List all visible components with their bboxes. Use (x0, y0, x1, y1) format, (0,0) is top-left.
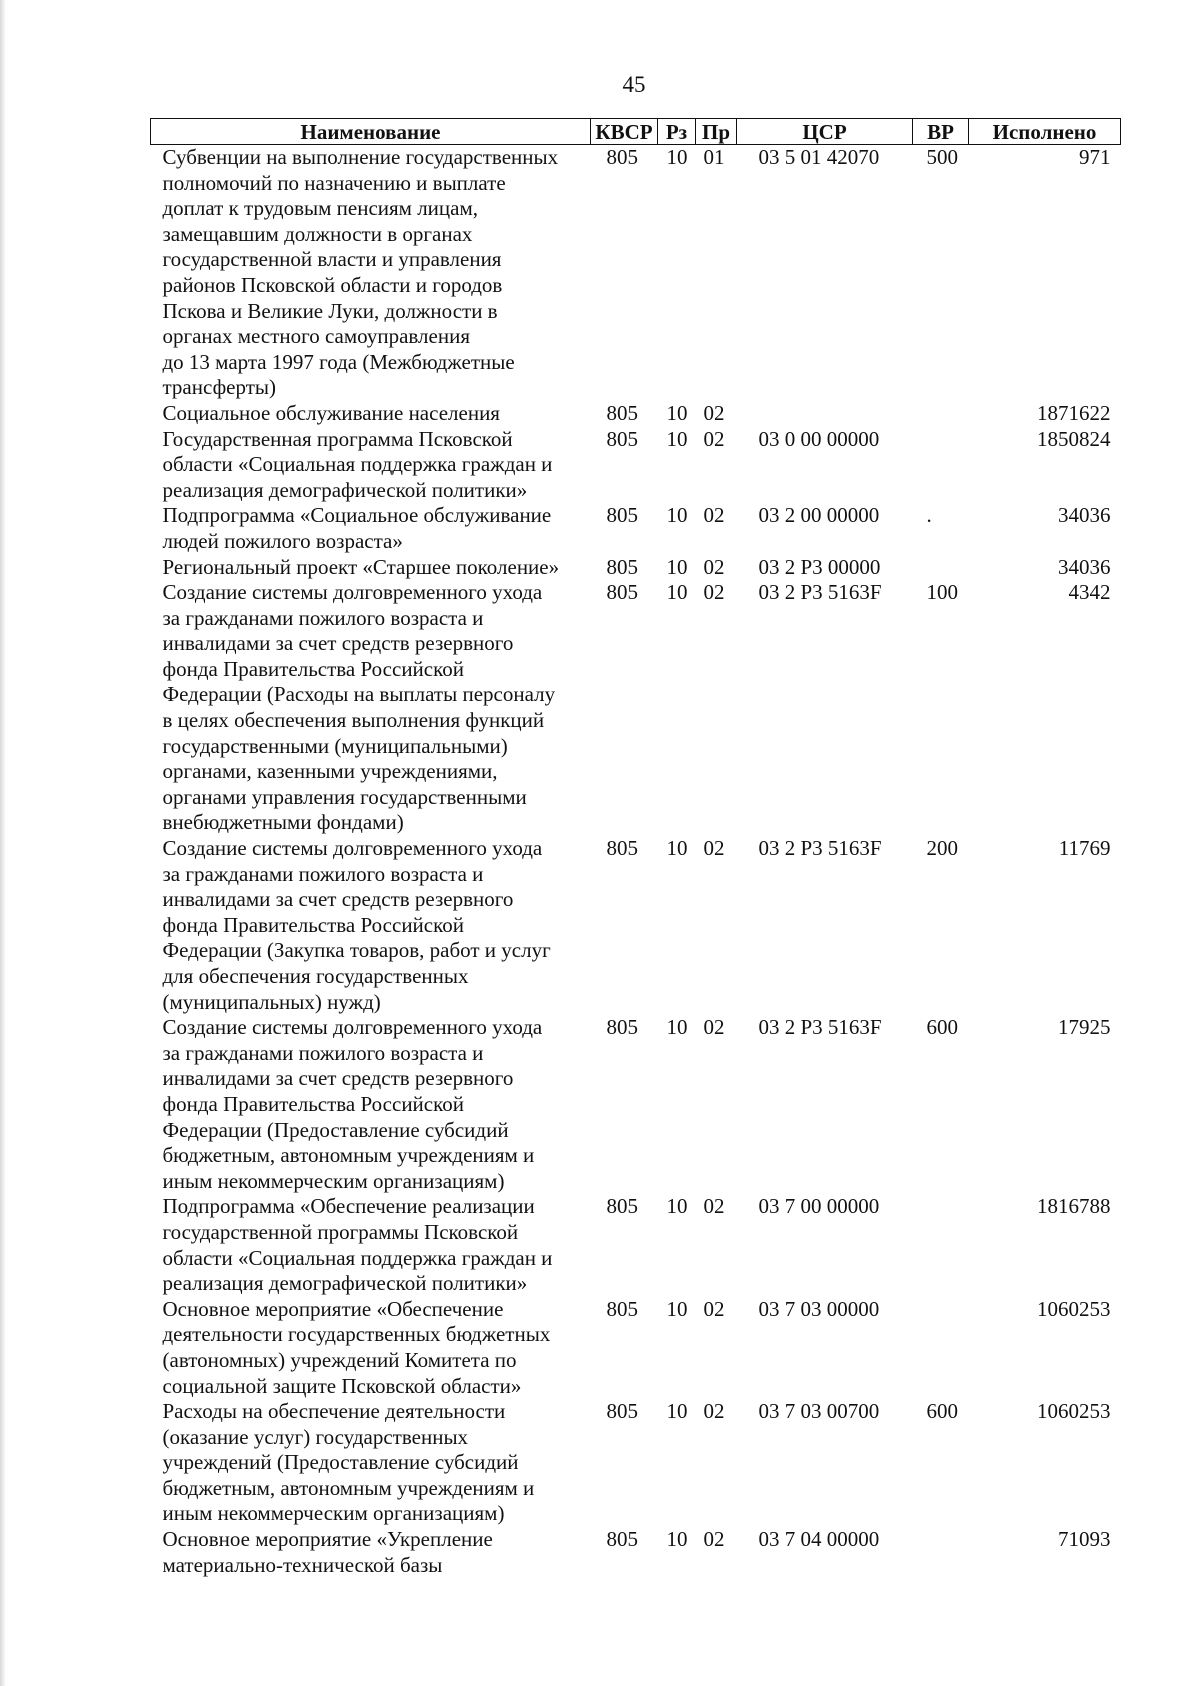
page-number: 45 (622, 72, 646, 97)
name-line: Пскова и Великие Луки, должности в (162, 298, 498, 323)
name-line: реализация демографической политики» (162, 477, 528, 502)
cell-vr (913, 1194, 969, 1296)
name-line: государственной власти и управления (162, 247, 502, 272)
name-line: деятельности государственных бюджетных (162, 1322, 551, 1347)
name-line: инвалидами за счет средств резервного (162, 631, 514, 656)
name-line: органами, казенными учреждениями, (162, 759, 498, 784)
cell-vr (913, 1297, 969, 1399)
cell-kvsr: 805 (606, 1296, 638, 1321)
cell-name (151, 580, 591, 836)
table-row (151, 1527, 1121, 1578)
cell-done: 71093 (1058, 1527, 1111, 1552)
name-line: социальной защите Псковской области» (162, 1373, 522, 1398)
cell-done: 1060253 (1037, 1296, 1111, 1321)
cell-pr: 02 (703, 503, 725, 528)
cell-vr: 600 (926, 1015, 958, 1040)
table-row (151, 427, 1121, 504)
cell-rz: 10 (666, 145, 688, 169)
cell-csr: 03 7 03 00000 (758, 1296, 880, 1321)
cell-vr (913, 401, 969, 427)
cell-pr: 02 (703, 1296, 725, 1321)
cell-done: 1060253 (1037, 1399, 1111, 1424)
name-line: государственной программы Псковской (162, 1219, 519, 1244)
name-line: области «Социальная поддержка граждан и (162, 1245, 553, 1270)
name-line: органами управления государственными (162, 784, 527, 809)
cell-name (151, 836, 591, 1015)
cell-name (151, 503, 591, 554)
name-line: бюджетным, автономным учреждениям и (162, 1143, 535, 1168)
name-line: полномочий по назначению и выплате (162, 170, 506, 195)
name-line: Государственная программа Псковской (162, 426, 513, 451)
name-line: (автономных) учреждений Комитета по (162, 1347, 517, 1372)
name-line: Подпрограмма «Обеспечение реализации (162, 1194, 535, 1219)
name-line: бюджетным, автономным учреждениям и (162, 1475, 535, 1500)
cell-kvsr: 805 (606, 1527, 638, 1552)
cell-name (151, 1527, 591, 1578)
name-line: материально-технической базы (162, 1552, 443, 1577)
name-line: Федерации (Закупка товаров, работ и услуг (162, 938, 551, 963)
name-line: области «Социальная поддержка граждан и (162, 452, 553, 477)
cell-name (151, 555, 591, 581)
name-line: государственными (муниципальными) (162, 733, 508, 758)
table-row (151, 555, 1121, 581)
cell-csr: 03 0 00 00000 (758, 426, 880, 451)
table-row (151, 145, 1121, 401)
cell-pr: 02 (703, 1015, 725, 1040)
cell-done: 34036 (1058, 503, 1111, 528)
cell-name (151, 1194, 591, 1296)
header-pr: Пр (696, 119, 737, 145)
name-line: доплат к трудовым пенсиям лицам, (162, 196, 479, 221)
cell-vr (913, 427, 969, 504)
cell-csr: 03 7 03 00700 (758, 1399, 880, 1424)
cell-name (151, 1015, 591, 1194)
name-line: Создание системы долговременного ухода (162, 1015, 543, 1040)
cell-pr: 02 (703, 400, 725, 425)
cell-done: 1850824 (1037, 426, 1111, 451)
header-csr: ЦСР (737, 119, 913, 145)
cell-done: 1816788 (1037, 1194, 1111, 1219)
header-kvsr: КВСР (591, 119, 658, 145)
cell-pr: 02 (703, 1399, 725, 1424)
cell-csr: 03 2 P3 00000 (758, 554, 881, 579)
name-line: Расходы на обеспечение деятельности (162, 1399, 506, 1424)
table-row (151, 1015, 1121, 1194)
cell-pr: 02 (703, 426, 725, 451)
table-row (151, 1297, 1121, 1399)
header-name: Наименование (151, 119, 591, 145)
table-row (151, 503, 1121, 554)
name-line: реализация демографической политики» (162, 1271, 528, 1296)
name-line: иным некоммерческим организациям) (162, 1501, 505, 1526)
cell-vr: 200 (926, 836, 958, 861)
cell-csr: 03 7 00 00000 (758, 1194, 880, 1219)
name-line: Основное мероприятие «Укрепление (162, 1527, 493, 1552)
cell-pr: 02 (703, 554, 725, 579)
name-line: Создание системы долговременного ухода (162, 580, 543, 605)
name-line: Субвенции на выполнение государственных (162, 145, 559, 169)
name-line: людей пожилого возраста» (162, 528, 403, 553)
table-row (151, 1194, 1121, 1296)
table-header (151, 119, 1121, 145)
name-line: органах местного самоуправления (162, 324, 470, 349)
name-line: замещавшим должности в органах (162, 221, 473, 246)
cell-pr: 02 (703, 1194, 725, 1219)
cell-vr: 500 (926, 145, 958, 169)
cell-pr: 02 (703, 1527, 725, 1552)
cell-kvsr: 805 (606, 554, 638, 579)
cell-rz: 10 (666, 1399, 688, 1424)
table-row (151, 401, 1121, 427)
cell-rz: 10 (666, 1527, 688, 1552)
cell-done: 17925 (1058, 1015, 1111, 1040)
name-line: Подпрограмма «Социальное обслуживание (162, 503, 552, 528)
budget-table (150, 118, 1121, 1578)
cell-rz: 10 (666, 400, 688, 425)
name-line: Федерации (Предоставление субсидий (162, 1117, 509, 1142)
cell-vr: 100 (926, 580, 958, 605)
cell-kvsr: 805 (606, 503, 638, 528)
name-line: внебюджетными фондами) (162, 810, 404, 835)
cell-vr (913, 1527, 969, 1578)
name-line: учреждений (Предоставление субсидий (162, 1450, 519, 1475)
cell-csr: 03 2 P3 5163F (758, 836, 882, 861)
name-line: Федерации (Расходы на выплаты персоналу (162, 682, 556, 707)
name-line: Создание системы долговременного ухода (162, 836, 543, 861)
name-line: инвалидами за счет средств резервного (162, 887, 514, 912)
cell-rz: 10 (666, 836, 688, 861)
header-done: Исполнено (969, 119, 1121, 145)
name-line: за гражданами пожилого возраста и (162, 861, 484, 886)
cell-csr: 03 7 04 00000 (758, 1527, 880, 1552)
cell-name (151, 1297, 591, 1399)
header-rz: Рз (658, 119, 696, 145)
table-row (151, 836, 1121, 1015)
cell-kvsr: 805 (606, 580, 638, 605)
name-line: в целях обеспечения выполнения функций (162, 708, 545, 733)
cell-done: 34036 (1058, 554, 1111, 579)
cell-kvsr: 805 (606, 400, 638, 425)
cell-done: 11769 (1058, 836, 1111, 861)
name-line: для обеспечения государственных (162, 964, 469, 988)
cell-rz: 10 (666, 503, 688, 528)
cell-rz: 10 (666, 1015, 688, 1040)
cell-rz: 10 (666, 426, 688, 451)
scan-edge (0, 0, 6, 1686)
table-row (151, 1399, 1121, 1527)
name-line: Основное мероприятие «Обеспечение (162, 1296, 504, 1321)
cell-kvsr: 805 (606, 426, 638, 451)
cell-csr: 03 2 P3 5163F (758, 1015, 882, 1040)
name-line: трансферты) (162, 375, 277, 400)
cell-name (151, 1399, 591, 1527)
name-line: иным некоммерческим организациям) (162, 1168, 505, 1193)
cell-kvsr: 805 (606, 836, 638, 861)
cell-csr: 03 2 00 00000 (758, 503, 880, 528)
cell-vr: . (926, 503, 932, 528)
cell-pr: 01 (703, 145, 725, 169)
name-line: до 13 марта 1997 года (Межбюджетные (162, 349, 515, 374)
cell-done: 4342 (1068, 580, 1111, 605)
table-body (151, 145, 1121, 1579)
cell-vr: 600 (926, 1399, 958, 1424)
cell-kvsr: 805 (606, 145, 638, 169)
name-line: инвалидами за счет средств резервного (162, 1066, 514, 1091)
cell-csr: 03 2 P3 5163F (758, 580, 882, 605)
name-line: за гражданами пожилого возраста и (162, 1040, 484, 1065)
name-line: фонда Правительства Российской (162, 912, 464, 937)
cell-rz: 10 (666, 1194, 688, 1219)
cell-vr (913, 555, 969, 581)
cell-done: 971 (1079, 145, 1111, 169)
cell-kvsr: 805 (606, 1194, 638, 1219)
cell-csr (737, 401, 913, 427)
name-line: за гражданами пожилого возраста и (162, 605, 484, 630)
cell-kvsr: 805 (606, 1015, 638, 1040)
cell-kvsr: 805 (606, 1399, 638, 1424)
cell-done: 1871622 (1037, 400, 1111, 425)
cell-rz: 10 (666, 580, 688, 605)
table-row (151, 580, 1121, 836)
cell-pr: 02 (703, 580, 725, 605)
cell-csr: 03 5 01 42070 (758, 145, 880, 169)
cell-rz: 10 (666, 1296, 688, 1321)
cell-rz: 10 (666, 554, 688, 579)
cell-name (151, 427, 591, 504)
name-line: фонда Правительства Российской (162, 656, 464, 681)
name-line: (муниципальных) нужд) (162, 989, 381, 1014)
name-line: Социальное обслуживание населения (162, 400, 500, 425)
name-line: фонда Правительства Российской (162, 1091, 464, 1116)
cell-pr: 02 (703, 836, 725, 861)
name-line: районов Псковской области и городов (162, 272, 503, 297)
cell-name (151, 401, 591, 427)
header-vr: ВР (913, 119, 969, 145)
cell-name (151, 145, 591, 401)
name-line: Региональный проект «Старшее поколение» (162, 554, 560, 579)
header-row (151, 119, 1121, 145)
name-line: (оказание услуг) государственных (162, 1424, 469, 1449)
